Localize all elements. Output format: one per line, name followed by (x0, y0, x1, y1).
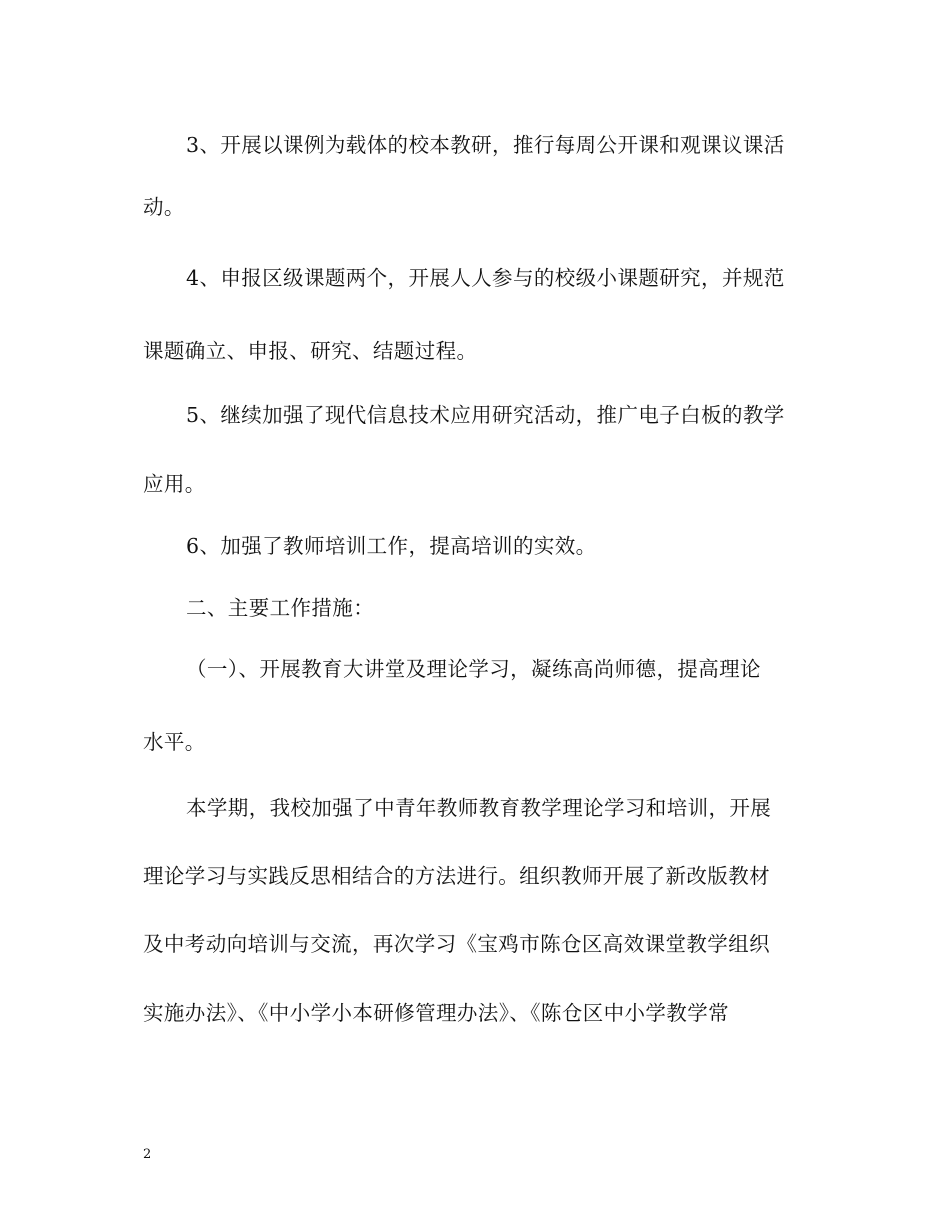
text-line: 6、加强了教师培训工作，提高培训的实效。 (186, 534, 597, 558)
text-line: 4、申报区级课题两个，开展人人参与的校级小课题研究，并规范 (186, 266, 785, 290)
text-line: 本学期，我校加强了中青年教师教育教学理论学习和培训，开展 (186, 796, 772, 820)
text-line: 3、开展以课例为载体的校本教研，推行每周公开课和观课议课活 (186, 133, 785, 157)
text-line: 实施办法》、《中小学小本研修管理办法》、《陈仓区中小学教学常 (143, 1001, 729, 1025)
text-line: 课题确立、申报、研究、结题过程。 (143, 339, 478, 363)
text-line: 水平。 (143, 730, 206, 754)
text-line: 5、继续加强了现代信息技术应用研究活动，推广电子白板的教学 (186, 403, 785, 427)
text-line: 应用。 (143, 472, 206, 496)
text-line: 动。 (143, 195, 185, 219)
section-heading: 二、主要工作措施： (186, 596, 375, 620)
text-line: 及中考动向培训与交流，再次学习《宝鸡市陈仓区高效课堂教学组织 (143, 932, 770, 956)
subsection-heading: （一）、开展教育大讲堂及理论学习，凝练高尚师德，提高理论 (186, 657, 761, 681)
text-line: 理论学习与实践反思相结合的方法进行。组织教师开展了新改版教材 (143, 864, 770, 888)
page-number: 2 (143, 1147, 152, 1162)
